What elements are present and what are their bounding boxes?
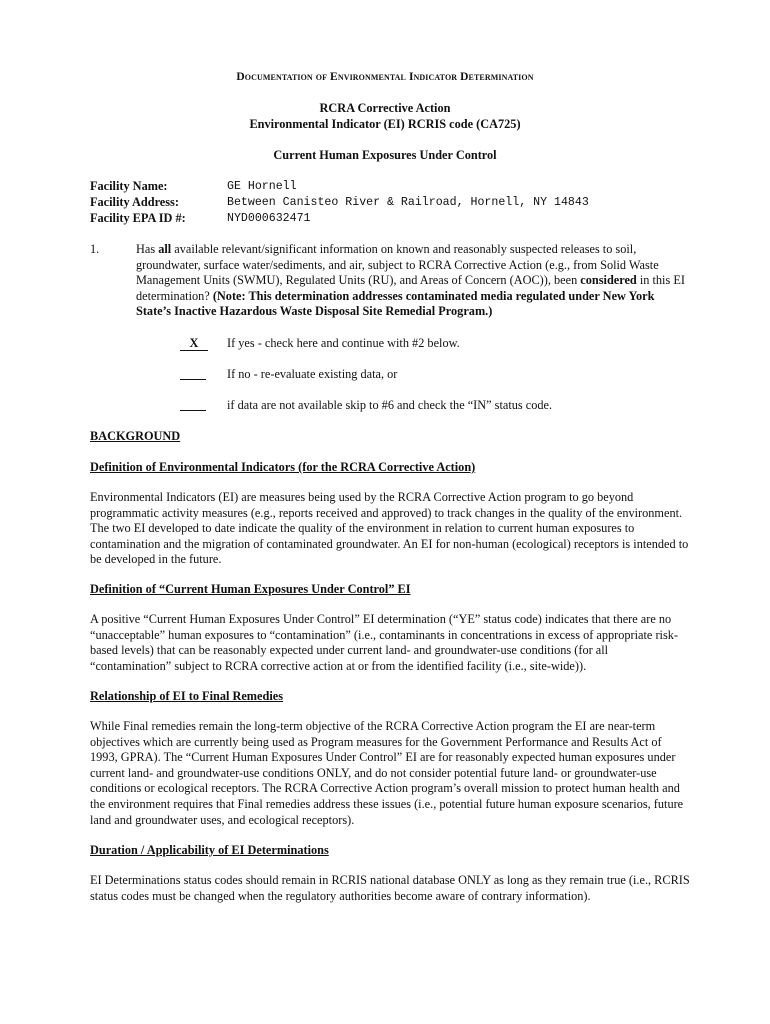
question-1-note: (Note: This determination addresses contaminated media regulated under New York State’s Inactive Hazardous Waste Disposal Site Remedial Program.) xyxy=(136,288,655,319)
option-no-label: If no - re-evaluate existing data, or xyxy=(227,367,398,381)
option-no-data-label: if data are not available skip to #6 and check the “IN” status code. xyxy=(227,398,553,412)
facility-epa-label: Facility EPA ID #: xyxy=(90,211,186,225)
option-yes-checkbox[interactable]: X xyxy=(180,336,208,352)
facility-epa-value: NYD000632471 xyxy=(227,212,311,225)
section-title: Definition of “Current Human Exposures Under Control” EI xyxy=(90,582,411,596)
section-body: While Final remedies remain the long-term objective of the RCRA Corrective Action program the EI are near-term objectives which are currently being used as Program measures for the Government Performance and Results Act of 1993, GPRA). The “Current Human Exposures Under Control” EI are for reasonably expected human exposures under current land- and groundwater-use conditions ONLY, and do not consider potential future land- or groundwater-use conditions or ecological receptors. The RCRA Corrective Action program’s overall mission to protect human health and the environment requires that Final remedies address these issues (i.e., potential future human exposure scenarios, future land and groundwater uses, and ecological receptors). xyxy=(90,719,684,827)
program-title: RCRA Corrective Action xyxy=(319,101,451,115)
section-title: Relationship of EI to Final Remedies xyxy=(90,689,283,703)
facility-address-label: Facility Address: xyxy=(90,195,179,209)
facility-name-label: Facility Name: xyxy=(90,179,168,193)
section-title: Definition of Environmental Indicators (for the RCRA Corrective Action) xyxy=(90,460,476,474)
facility-address-value: Between Canisteo River & Railroad, Hornell, NY 14843 xyxy=(227,196,589,209)
section-title: Duration / Applicability of EI Determinations xyxy=(90,843,329,857)
facility-name-value: GE Hornell xyxy=(227,180,297,193)
option-no-data-checkbox[interactable] xyxy=(180,398,206,416)
background-heading: BACKGROUND xyxy=(90,429,181,443)
subject-title: Current Human Exposures Under Control xyxy=(273,148,497,162)
ei-code-title: Environmental Indicator (EI) RCRIS code (CA725) xyxy=(249,117,521,131)
option-no-checkbox[interactable] xyxy=(180,367,206,385)
document-title: Documentation of Environmental Indicator Determination xyxy=(236,71,534,83)
section-body: EI Determinations status codes should remain in RCRIS national database ONLY as long as they remain true (i.e., RCRIS status codes must be changed when the regulatory authorities become aware of contrary information). xyxy=(90,873,690,903)
section-body: Environmental Indicators (EI) are measures being used by the RCRA Corrective Action program to go beyond programmatic activity measures (e.g., reports received and approved) to track changes in the quality of the environment. The two EI developed to date indicate the quality of the environment in relation to current human exposures to contamination and the migration of contaminated groundwater. An EI for non-human (ecological) receptors is intended to be developed in the future. xyxy=(90,490,689,567)
option-yes-label: If yes - check here and continue with #2 below. xyxy=(227,336,460,350)
section-body: A positive “Current Human Exposures Under Control” EI determination (“YE” status code) indicates that there are no “unacceptable” human exposures to “contamination” (i.e., contaminants in concentrations in excess of appropriate risk-based levels) that can be reasonably expected under current land- and groundwater-use conditions (for all “contamination” subject to RCRA corrective action at or from the identified facility (i.e., site-wide)). xyxy=(90,612,678,673)
question-1-text: Has all available relevant/significant information on known and reasonably suspected releases to soil, groundwater, surface water/sediments, and air, subject to RCRA Corrective Action (e.g., from Solid Waste Management Units (SWMU), Regulated Units (RU), and Areas of Concern (AOC)), been considered in this EI determination? (Note: This determination addresses contaminated media regulated under New York State’s Inactive Hazardous Waste Disposal Site Remedial Program.) xyxy=(136,242,685,319)
question-number: 1. xyxy=(90,242,100,256)
